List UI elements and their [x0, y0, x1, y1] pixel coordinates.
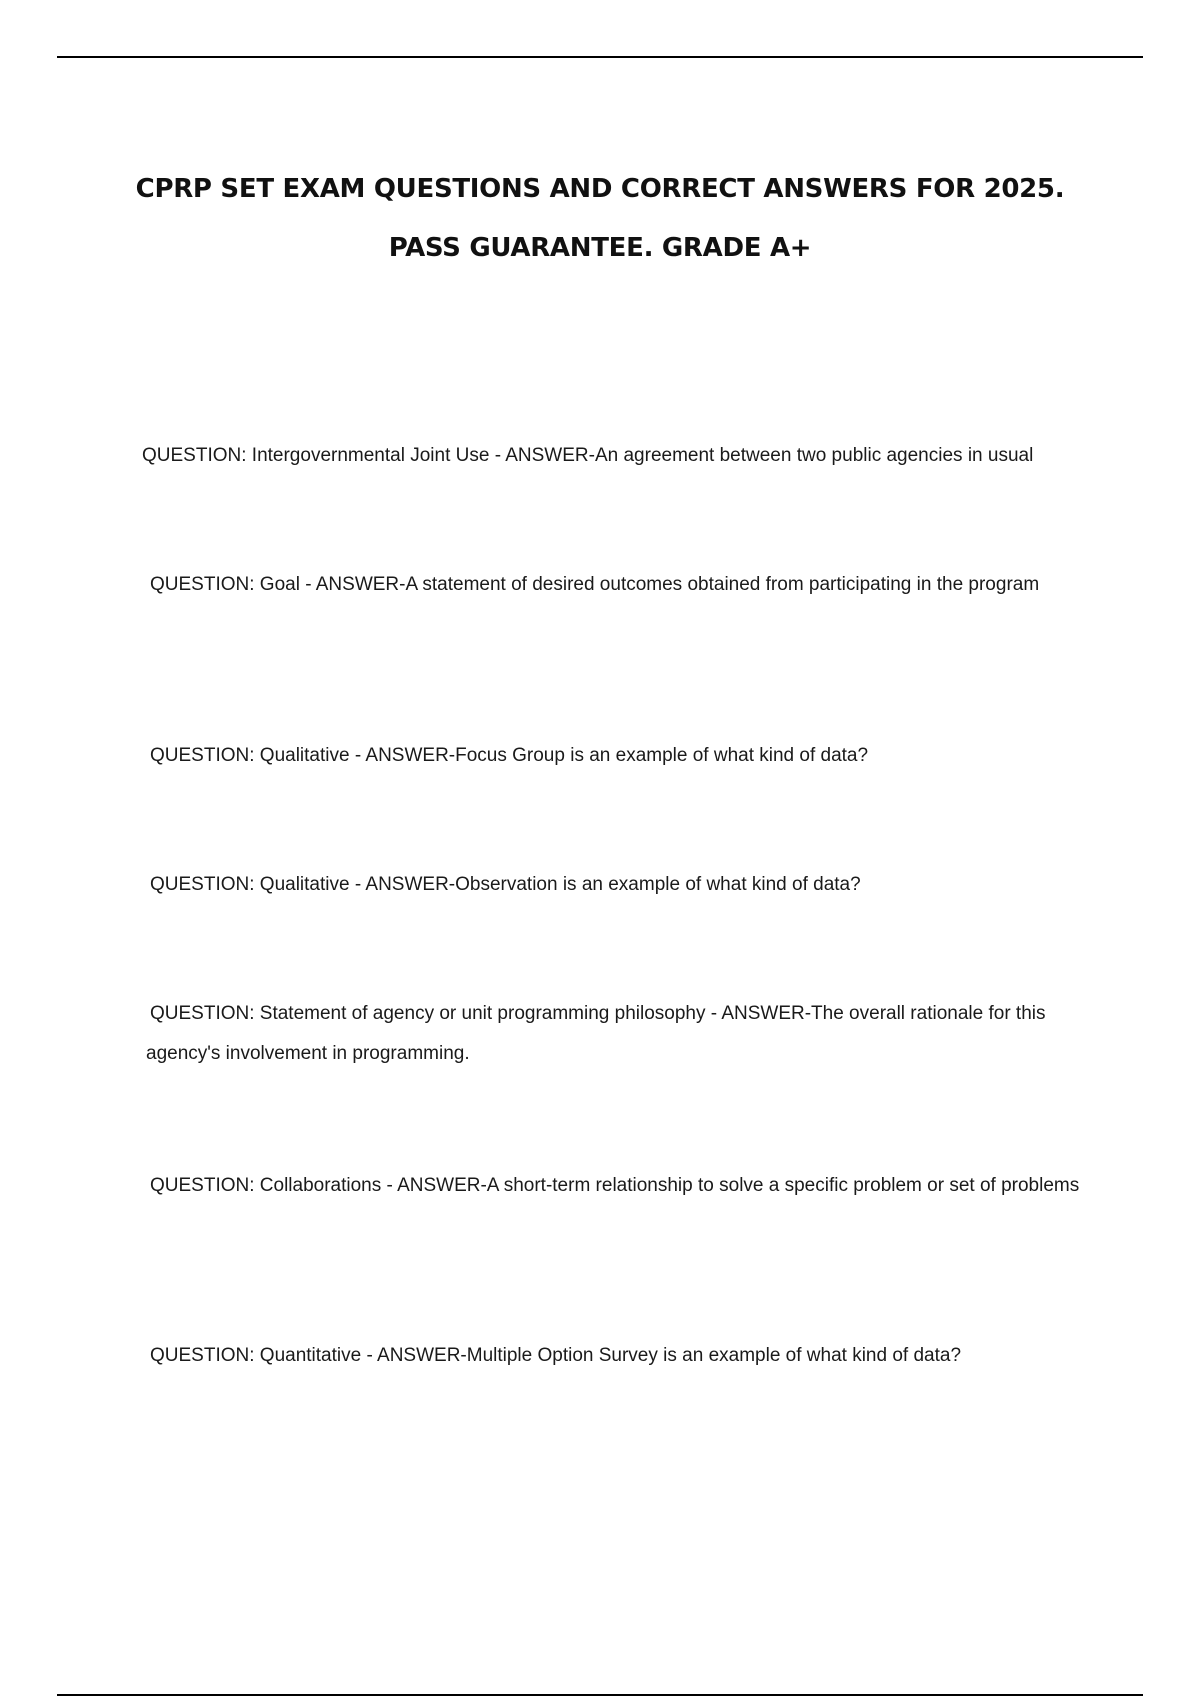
qa-entry-7-text: QUESTION: Quantitative - ANSWER-Multiple Option Survey is an example of what kind of data?: [150, 1345, 962, 1366]
qa-entry-1: QUESTION: Intergovernmental Joint Use - ANSWER-An agreement between two public agencies in usual: [142, 445, 1034, 466]
bottom-rule: [57, 1694, 1143, 1696]
qa-entry-6: [146, 1166, 1086, 1206]
qa-entry-3-text: QUESTION: Qualitative - ANSWER-Focus Group is an example of what kind of data?: [150, 745, 869, 766]
qa-entry-4-text: QUESTION: Qualitative - ANSWER-Observation is an example of what kind of data?: [150, 874, 861, 895]
qa-entry-2: [146, 565, 1086, 605]
qa-entry-5: [146, 994, 1086, 1074]
qa-entry-7: [146, 1336, 1086, 1376]
qa-entry-5-text: QUESTION: Statement of agency or unit programming philosophy - ANSWER-The overall rationale for this agency's involvement in programming.: [146, 1003, 1046, 1064]
qa-entry-2-text: QUESTION: Goal - ANSWER-A statement of desired outcomes obtained from participating in the program: [150, 574, 1040, 595]
qa-entry-3: [146, 736, 1086, 776]
qa-entry-4: [146, 865, 1086, 905]
top-rule: [57, 56, 1143, 58]
document-title: CPRP SET EXAM QUESTIONS AND CORRECT ANSWERS FOR 2025. PASS GUARANTEE. GRADE A+: [135, 174, 1065, 263]
qa-entry-6-text: QUESTION: Collaborations - ANSWER-A short-term relationship to solve a specific problem or set of problems: [150, 1175, 1080, 1196]
